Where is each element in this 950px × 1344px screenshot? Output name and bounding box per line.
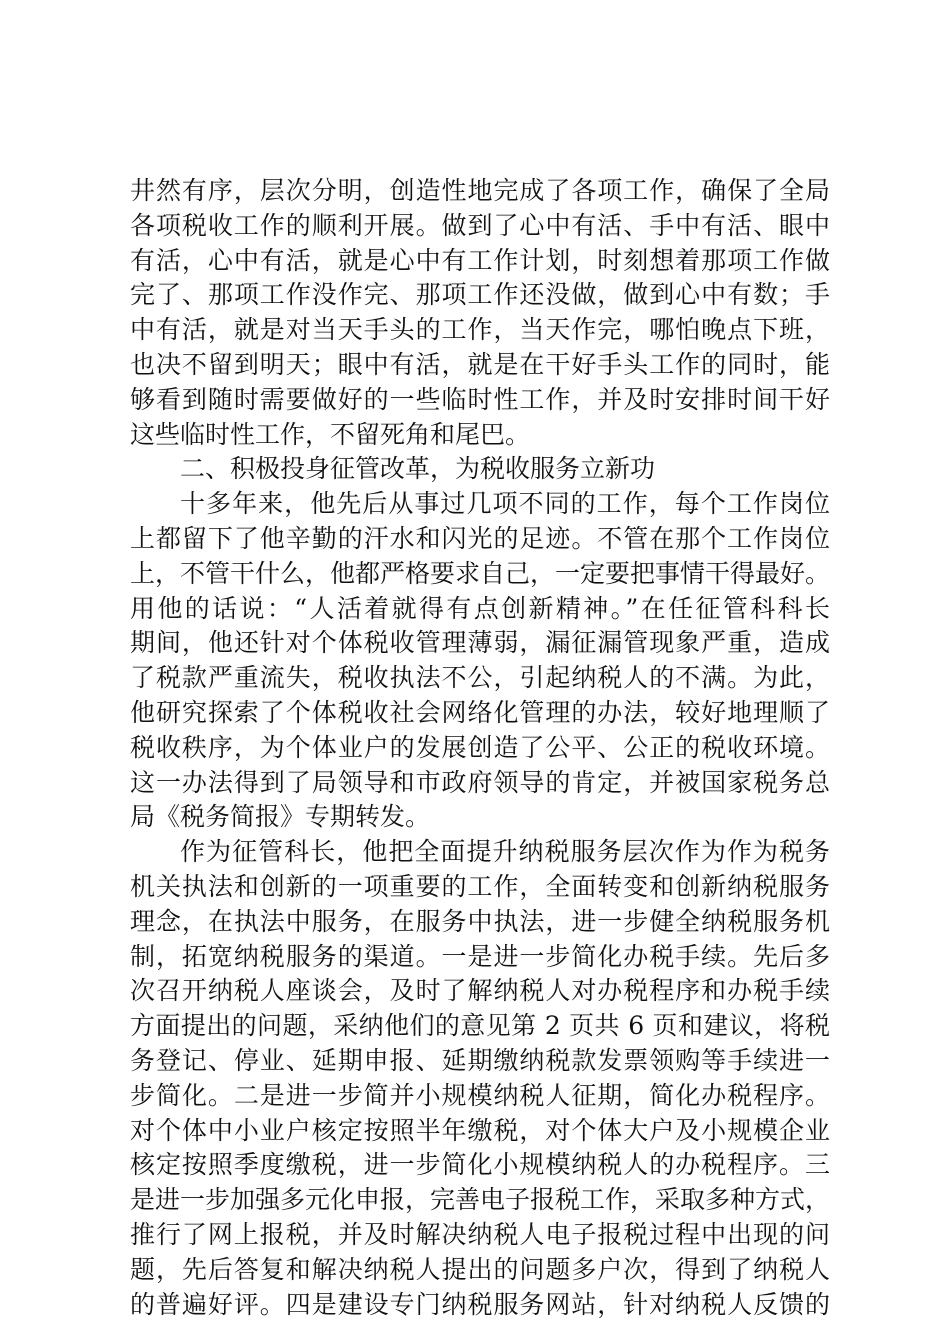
text-line: 税收秩序，为个体业户的发展创造了公平、公正的税收环境。 (130, 732, 830, 762)
text-line: 中有活，就是对当天手头的工作，当天作完，哪怕晚点下班， (130, 315, 830, 345)
text-line: 够看到随时需要做好的一些临时性工作，并及时安排时间干好 (130, 384, 830, 414)
text-line: 制，拓宽纳税服务的渠道。一是进一步简化办税手续。先后多 (130, 941, 830, 971)
text-line: 局《税务简报》专期转发。 (130, 802, 431, 832)
text-line: 机关执法和创新的一项重要的工作，全面转变和创新纳税服务 (130, 871, 830, 901)
text-line: 上，不管干什么，他都严格要求自己，一定要把事情干得最好。 (130, 558, 830, 588)
text-line: 核定按照季度缴税，进一步简化小规模纳税人的办税程序。三 (130, 1150, 830, 1180)
text-line: 期间，他还针对个体税收管理薄弱，漏征漏管现象严重，造成 (130, 628, 830, 658)
text-line: 步简化。二是进一步简并小规模纳税人征期，简化办税程序。 (130, 1080, 830, 1110)
text-line: 务登记、停业、延期申报、延期缴纳税款发票领购等手续进一 (130, 1045, 830, 1075)
text-line: 用他的话说：“人活着就得有点创新精神。”在任征管科科长 (130, 593, 830, 623)
text-line: 了税款严重流失，税收执法不公，引起纳税人的不满。为此， (130, 663, 830, 693)
text-line: 题，先后答复和解决纳税人提出的问题多户次，得到了纳税人 (130, 1254, 830, 1284)
text-line: 方面提出的问题，采纳他们的意见第 2 页共 6 页和建议，将税 (130, 1011, 830, 1041)
text-line: 推行了网上报税，并及时解决纳税人电子报税过程中出现的问 (130, 1219, 830, 1249)
text-line: 是进一步加强多元化申报，完善电子报税工作，采取多种方式， (130, 1185, 830, 1215)
text-line: 理念，在执法中服务，在服务中执法，进一步健全纳税服务机 (130, 906, 830, 936)
text-line: 这些临时性工作，不留死角和尾巴。 (130, 419, 531, 449)
section-heading: 二、积极投身征管改革，为税收服务立新功 (180, 454, 656, 484)
text-line: 完了、那项工作没作完、那项工作还没做，做到心中有数；手 (130, 280, 830, 310)
document-body (130, 174, 830, 1322)
text-line: 次召开纳税人座谈会，及时了解纳税人对办税程序和办税手续 (130, 976, 830, 1006)
text-line: 对个体中小业户核定按照半年缴税，对个体大户及小规模企业 (130, 1115, 830, 1145)
text-line: 各项税收工作的顺利开展。做到了心中有活、手中有活、眼中 (130, 210, 830, 240)
text-line: 这一办法得到了局领导和市政府领导的肯定，并被国家税务总 (130, 767, 830, 797)
text-line: 也决不留到明天；眼中有活，就是在干好手头工作的同时，能 (130, 349, 830, 379)
text-line: 井然有序，层次分明，创造性地完成了各项工作，确保了全局 (130, 176, 830, 205)
text-line: 有活，心中有活，就是心中有工作计划，时刻想着那项工作做 (130, 245, 830, 275)
text-line: 作为征管科长，他把全面提升纳税服务层次作为作为税务 (180, 837, 830, 867)
text-line: 的普遍好评。四是建设专门纳税服务网站，针对纳税人反馈的 (130, 1289, 830, 1319)
text-line: 上都留下了他辛勤的汗水和闪光的足迹。不管在那个工作岗位 (130, 523, 830, 553)
text-line: 他研究探索了个体税收社会网络化管理的办法，较好地理顺了 (130, 697, 830, 727)
text-line: 十多年来，他先后从事过几项不同的工作，每个工作岗位 (180, 489, 830, 519)
